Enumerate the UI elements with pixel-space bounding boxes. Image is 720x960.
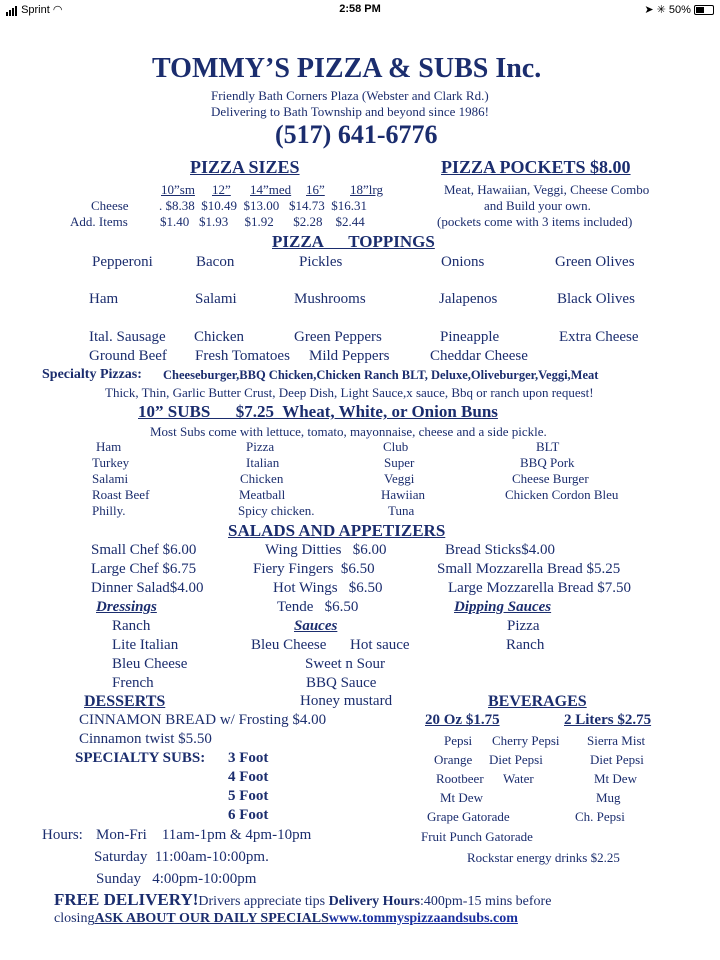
sub-item: Club [383, 439, 409, 454]
pizza-sizes-heading: PIZZA SIZES [190, 157, 300, 177]
specialty-sub-size: 3 Foot [228, 750, 269, 766]
footer-line-2 [54, 912, 518, 926]
topping: Chicken [194, 329, 244, 345]
specialty-sub-size: 5 Foot [228, 788, 269, 804]
sub-item: Meatball [239, 487, 286, 502]
beverage-item: Pepsi [444, 733, 473, 748]
battery-percent: 50% [668, 4, 691, 16]
beverage-item: Fruit Punch Gatorade [421, 829, 533, 844]
sub-item: Chicken Cordon Bleu [505, 487, 619, 502]
topping: Extra Cheese [559, 329, 639, 345]
beverage-item: Orange [434, 752, 473, 767]
dressing-item: Ranch [112, 618, 151, 634]
desserts-heading: DESSERTS [84, 693, 166, 710]
address: Friendly Bath Corners Plaza (Webster and Clark Rd.) [211, 88, 489, 103]
appetizer-item: Fiery Fingers $6.50 [253, 561, 375, 577]
free-delivery: FREE DELIVERY! [54, 890, 199, 909]
rockstar-item: Rockstar energy drinks $2.25 [467, 850, 620, 865]
topping: Green Peppers [294, 329, 382, 345]
toppings-heading: PIZZA TOPPINGS [272, 232, 435, 251]
sub-item: Salami [92, 471, 129, 486]
website-link[interactable]: www.tommyspizzaandsubs.com [328, 911, 518, 926]
specialty-sub-size: 6 Foot [228, 807, 269, 823]
topping: Green Olives [555, 254, 635, 270]
sub-item: Ham [96, 439, 122, 454]
appetizer-item: Wing Ditties $6.00 [265, 542, 387, 558]
topping: Pickles [299, 254, 343, 270]
battery-icon [694, 5, 714, 15]
oz-heading: 20 Oz $1.75 [425, 712, 500, 728]
dressings-heading: Dressings [96, 599, 157, 615]
add-items-label: Add. Items [70, 214, 128, 229]
sauce-item: Hot sauce [350, 637, 410, 653]
salad-item: Small Chef $6.00 [91, 542, 197, 558]
specialty-pizzas-list: Cheeseburger,BBQ Chicken,Chicken Ranch BLT, Deluxe,Oliveburger,Veggi,Meat [163, 368, 599, 382]
appetizer-item: Small Mozzarella Bread $5.25 [437, 561, 621, 577]
topping: Ham [89, 291, 119, 307]
bluetooth-icon: ✳ [656, 4, 666, 16]
page-title: TOMMY’S PIZZA & SUBS Inc. [152, 53, 542, 84]
topping: Bacon [196, 254, 235, 270]
delivery-hours-label: Delivery Hours [328, 894, 421, 909]
sub-item: Tuna [388, 503, 415, 518]
topping: Black Olives [557, 291, 635, 307]
beverage-item: Grape Gatorade [427, 809, 510, 824]
sauce-item: Bleu Cheese [251, 637, 327, 653]
salads-heading: SALADS AND APPETIZERS [228, 521, 446, 540]
sub-item: BBQ Pork [520, 455, 575, 470]
sub-item: Spicy chicken. [238, 503, 315, 518]
menu-document [0, 22, 720, 960]
dessert-item: Cinnamon twist $5.50 [79, 731, 212, 747]
dressing-item: Bleu Cheese [112, 656, 188, 672]
beverage-item: Rootbeer [436, 771, 484, 786]
beverage-item: Water [503, 771, 534, 786]
status-right [644, 3, 714, 16]
topping: Salami [195, 291, 237, 307]
location-icon: ➤ [644, 4, 654, 16]
sauce-item: BBQ Sauce [306, 675, 377, 691]
cheese-label: Cheese [91, 198, 129, 213]
salad-item: Large Chef $6.75 [91, 561, 197, 577]
topping: Ground Beef [89, 348, 167, 364]
beverage-item: Ch. Pepsi [575, 809, 625, 824]
sub-item: BLT [536, 439, 560, 454]
sub-item: Pizza [246, 439, 275, 454]
size-label: 16” [306, 182, 325, 197]
appetizer-item: Bread Sticks$4.00 [445, 542, 555, 558]
topping: Pepperoni [92, 254, 153, 270]
size-label: 12” [212, 182, 231, 197]
sauce-item: Honey mustard [300, 693, 393, 709]
beverages-heading: BEVERAGES [488, 693, 587, 710]
topping: Jalapenos [439, 291, 498, 307]
hours-weekday: Mon-Fri 11am-1pm & 4pm-10pm [96, 827, 312, 843]
sub-item: Hawiian [381, 487, 426, 502]
status-bar [0, 0, 720, 22]
beverage-item: Mt Dew [594, 771, 637, 786]
size-label: 10”sm [161, 182, 195, 197]
footer-line-1 [54, 891, 551, 909]
subs-note: Most Subs come with lettuce, tomato, mayonnaise, cheese and a side pickle. [150, 424, 547, 439]
sub-item: Philly. [92, 503, 126, 518]
sub-item: Cheese Burger [512, 471, 589, 486]
pockets-line: Meat, Hawaiian, Veggi, Cheese Combo [444, 182, 650, 197]
topping: Onions [441, 254, 485, 270]
sub-item: Veggi [384, 471, 415, 486]
topping: Fresh Tomatoes [195, 348, 290, 364]
carrier-name: Sprint [21, 4, 50, 16]
beverage-item: Mt Dew [440, 790, 483, 805]
add-items-prices: $1.40 $1.93 $1.92 $2.28 $2.44 [160, 214, 365, 229]
sub-item: Italian [246, 455, 280, 470]
topping: Ital. Sausage [89, 329, 166, 345]
sub-item: Roast Beef [92, 487, 150, 502]
topping: Cheddar Cheese [430, 348, 528, 364]
beverage-item: Mug [596, 790, 621, 805]
beverage-item: Diet Pepsi [489, 752, 543, 767]
delivery-hours: :400pm-15 mins before [420, 894, 552, 909]
beverage-item: Diet Pepsi [590, 752, 644, 767]
specialty-subs-label: SPECIALTY SUBS: [75, 750, 206, 766]
dipping-sauces-heading: Dipping Sauces [454, 599, 552, 615]
hours-saturday: Saturday 11:00am-10:00pm. [94, 849, 269, 865]
tips-note: Drivers appreciate tips [198, 894, 329, 909]
sauces-heading: Sauces [294, 618, 338, 634]
appetizer-item: Tende $6.50 [277, 599, 359, 615]
sub-item: Chicken [240, 471, 284, 486]
dipping-item: Ranch [506, 637, 545, 653]
beverage-item: Sierra Mist [587, 733, 646, 748]
sub-item: Super [384, 455, 415, 470]
dressing-item: Lite Italian [112, 637, 179, 653]
crust-note: Thick, Thin, Garlic Butter Crust, Deep Dish, Light Sauce,x sauce, Bbq or ranch upon request! [105, 385, 594, 400]
specialty-sub-size: 4 Foot [228, 769, 269, 785]
cheese-prices: . $8.38 $10.49 $13.00 $14.73 $16.31 [159, 198, 367, 213]
topping: Mild Peppers [309, 348, 390, 364]
subs-heading: 10” SUBS $7.25 Wheat, White, or Onion Buns [138, 402, 498, 421]
pockets-line: (pockets come with 3 items included) [437, 214, 633, 229]
closing-text: closing [54, 911, 95, 926]
wifi-icon: ◠ [52, 4, 63, 16]
dressing-item: French [112, 675, 154, 691]
topping: Pineapple [440, 329, 500, 345]
hours-label: Hours: [42, 827, 83, 843]
tagline: Delivering to Bath Township and beyond since 1986! [211, 104, 489, 119]
pockets-line: and Build your own. [484, 198, 591, 213]
salad-item: Dinner Salad$4.00 [91, 580, 204, 596]
pizza-pockets-heading: PIZZA POCKETS $8.00 [441, 157, 631, 177]
status-time: 2:58 PM [339, 3, 381, 15]
hours-sunday: Sunday 4:00pm-10:00pm [96, 871, 257, 887]
phone-number[interactable]: (517) 641-6776 [275, 120, 438, 149]
dipping-item: Pizza [507, 618, 540, 634]
liters-heading: 2 Liters $2.75 [564, 712, 652, 728]
sauce-item: Sweet n Sour [305, 656, 385, 672]
beverage-item: Cherry Pepsi [492, 733, 560, 748]
size-label: 14”med [250, 182, 292, 197]
size-label: 18”lrg [350, 182, 383, 197]
dessert-item: CINNAMON BREAD w/ Frosting $4.00 [79, 712, 327, 728]
appetizer-item: Large Mozzarella Bread $7.50 [448, 580, 631, 596]
topping: Mushrooms [294, 291, 366, 307]
daily-specials: ASK ABOUT OUR DAILY SPECIALS [94, 911, 329, 926]
sub-item: Turkey [92, 455, 130, 470]
specialty-pizzas-label: Specialty Pizzas: [42, 367, 142, 382]
appetizer-item: Hot Wings $6.50 [273, 580, 383, 596]
